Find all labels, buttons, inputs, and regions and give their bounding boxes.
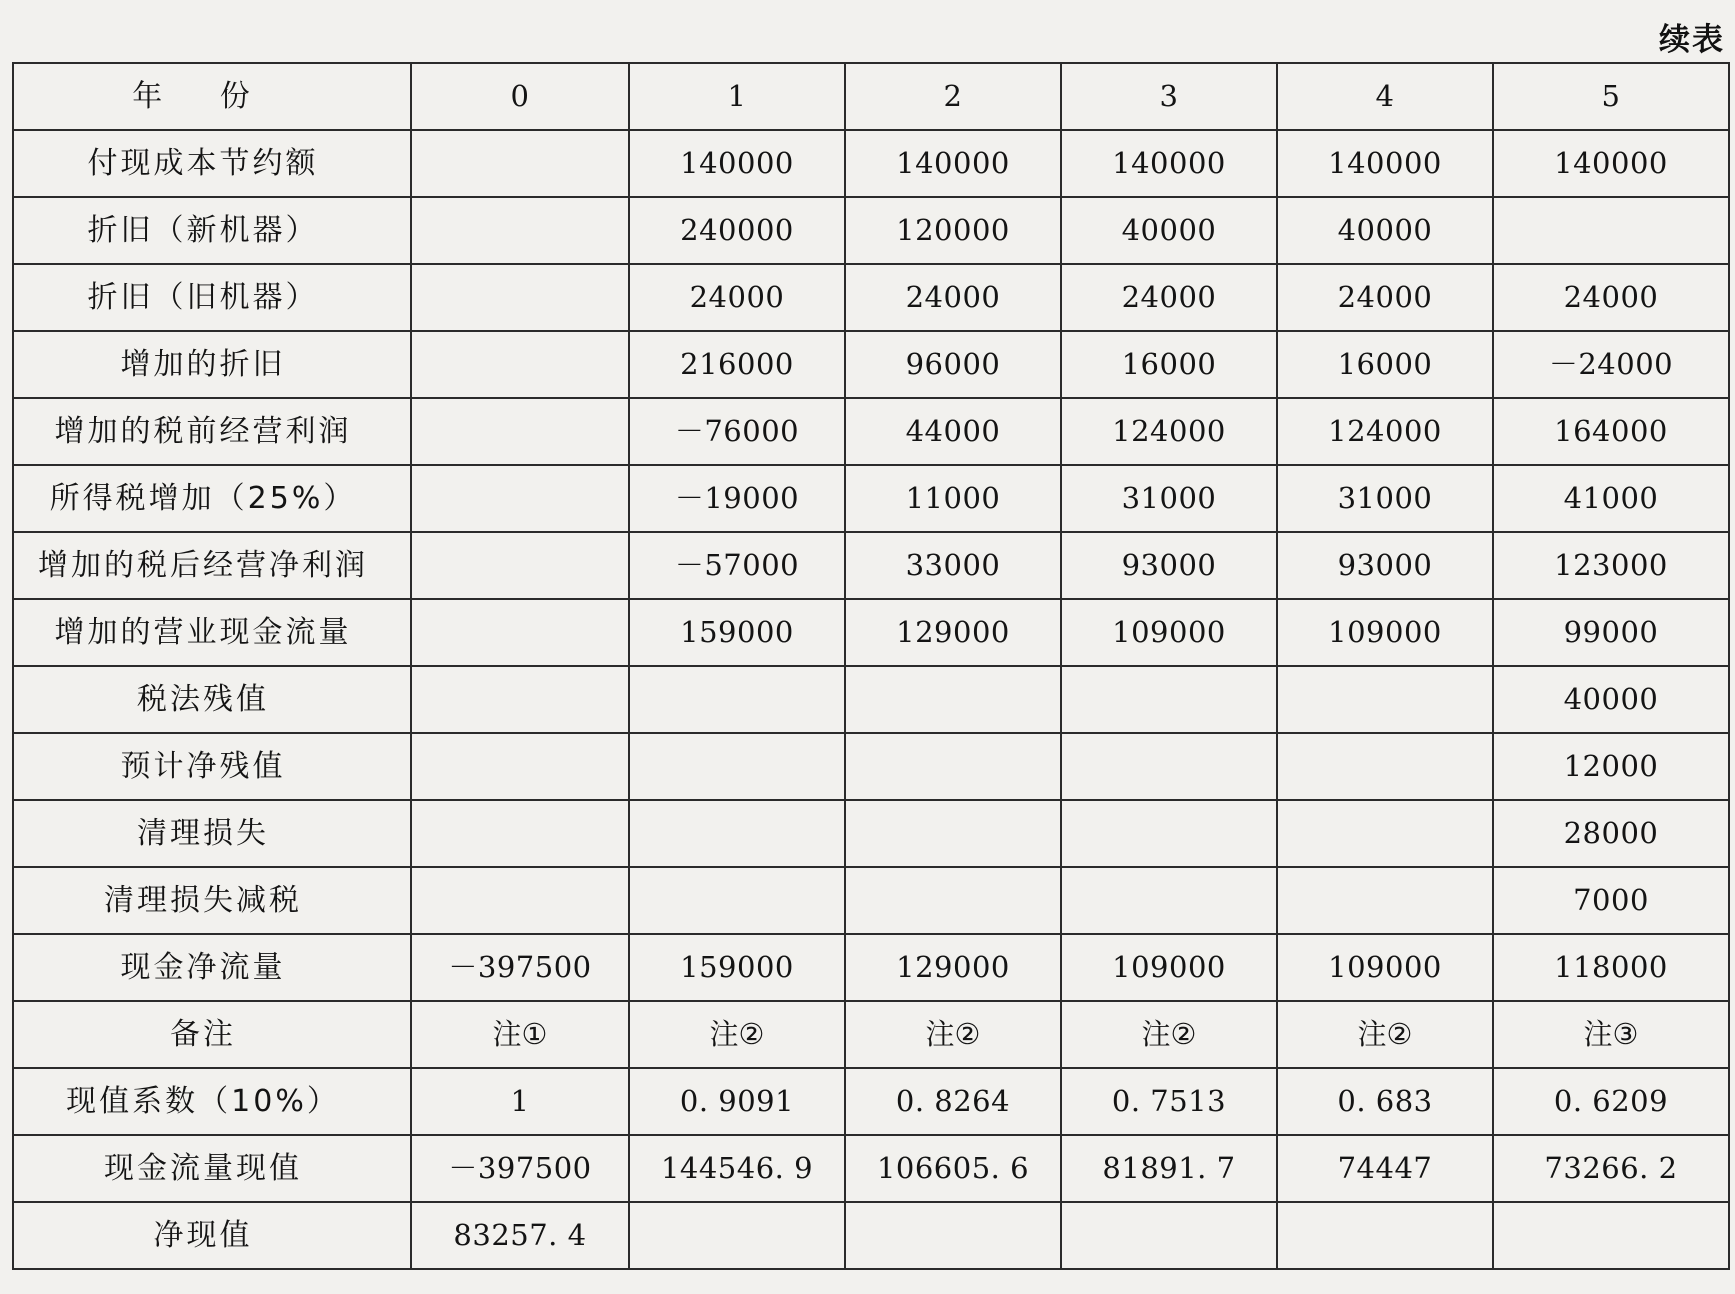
row-label: 增加的营业现金流量	[13, 599, 411, 666]
table-cell: 124000	[1277, 398, 1493, 465]
table-row	[13, 867, 1729, 934]
table-cell: 0. 8264	[845, 1068, 1061, 1135]
table-cell: －57000	[629, 532, 845, 599]
table-cell: 24000	[1493, 264, 1729, 331]
table-cell: －19000	[629, 465, 845, 532]
header-year: 2	[845, 63, 1061, 130]
table-cell: 24000	[1061, 264, 1277, 331]
row-label: 增加的税前经营利润	[13, 398, 411, 465]
table-cell: 0. 9091	[629, 1068, 845, 1135]
table-cell	[845, 733, 1061, 800]
table-row	[13, 331, 1729, 398]
table-cell: 140000	[845, 130, 1061, 197]
table-cell	[411, 130, 629, 197]
table-cell: 129000	[845, 934, 1061, 1001]
table-cell: 159000	[629, 934, 845, 1001]
table-caption: 续表	[1659, 22, 1725, 58]
table-cell	[1061, 666, 1277, 733]
table-cell: 118000	[1493, 934, 1729, 1001]
row-label: 现金净流量	[13, 934, 411, 1001]
table-cell: 74447	[1277, 1135, 1493, 1202]
table-row	[13, 666, 1729, 733]
table-row	[13, 800, 1729, 867]
header-year: 1	[629, 63, 845, 130]
table-cell: 109000	[1277, 599, 1493, 666]
table-cell	[629, 666, 845, 733]
table-cell	[845, 666, 1061, 733]
row-label: 增加的折旧	[13, 331, 411, 398]
table-cell: 16000	[1277, 331, 1493, 398]
table-cell: 106605. 6	[845, 1135, 1061, 1202]
row-label: 折旧（旧机器）	[13, 264, 411, 331]
row-label: 税法残值	[13, 666, 411, 733]
table-cell: －24000	[1493, 331, 1729, 398]
table-cell: 33000	[845, 532, 1061, 599]
table-cell	[411, 532, 629, 599]
table-cell	[845, 800, 1061, 867]
table-cell	[1493, 1202, 1729, 1269]
table-row	[13, 398, 1729, 465]
table-cell: 31000	[1277, 465, 1493, 532]
table-cell	[1061, 733, 1277, 800]
table-cell: 140000	[1277, 130, 1493, 197]
table-cell: 96000	[845, 331, 1061, 398]
table-cell	[411, 867, 629, 934]
table-cell: 140000	[1061, 130, 1277, 197]
row-label: 清理损失减税	[13, 867, 411, 934]
table-cell	[411, 331, 629, 398]
table-cell: 93000	[1277, 532, 1493, 599]
table-cell: 31000	[1061, 465, 1277, 532]
table-cell: －397500	[411, 934, 629, 1001]
table-cell: 99000	[1493, 599, 1729, 666]
header-row	[13, 63, 1729, 130]
table-cell	[629, 1202, 845, 1269]
table-cell: 40000	[1277, 197, 1493, 264]
row-label: 增加的税后经营净利润	[13, 532, 411, 599]
table-cell	[411, 465, 629, 532]
table-cell	[411, 800, 629, 867]
table-cell	[411, 733, 629, 800]
table-cell	[1061, 1202, 1277, 1269]
table-cell: 0. 7513	[1061, 1068, 1277, 1135]
table-cell: 120000	[845, 197, 1061, 264]
header-year: 3	[1061, 63, 1277, 130]
table-cell	[629, 800, 845, 867]
row-label: 现值系数（10%）	[13, 1068, 411, 1135]
table-cell: 129000	[845, 599, 1061, 666]
table-cell: 7000	[1493, 867, 1729, 934]
table-cell: 11000	[845, 465, 1061, 532]
table-cell: 240000	[629, 197, 845, 264]
table-cell: 216000	[629, 331, 845, 398]
table-cell: 40000	[1493, 666, 1729, 733]
table-cell: 1	[411, 1068, 629, 1135]
table-row	[13, 532, 1729, 599]
table-cell: 109000	[1277, 934, 1493, 1001]
table-row	[13, 1068, 1729, 1135]
table-cell: 140000	[629, 130, 845, 197]
table-cell: 144546. 9	[629, 1135, 845, 1202]
table-row	[13, 934, 1729, 1001]
table-cell: 81891. 7	[1061, 1135, 1277, 1202]
table-cell: －397500	[411, 1135, 629, 1202]
cash-flow-table	[12, 62, 1730, 1270]
table-cell	[1277, 1202, 1493, 1269]
row-label: 折旧（新机器）	[13, 197, 411, 264]
table-cell: 44000	[845, 398, 1061, 465]
table-row	[13, 197, 1729, 264]
table-cell: 注②	[845, 1001, 1061, 1068]
table-cell: 93000	[1061, 532, 1277, 599]
table-cell	[1061, 867, 1277, 934]
table-cell: 73266. 2	[1493, 1135, 1729, 1202]
row-label: 付现成本节约额	[13, 130, 411, 197]
table-row	[13, 733, 1729, 800]
table-cell	[629, 733, 845, 800]
table-cell	[411, 666, 629, 733]
table-cell: 注②	[1061, 1001, 1277, 1068]
table-cell: 109000	[1061, 934, 1277, 1001]
table-cell	[411, 398, 629, 465]
table-cell	[1277, 867, 1493, 934]
table-cell	[1277, 666, 1493, 733]
table-cell: 注③	[1493, 1001, 1729, 1068]
table-row	[13, 264, 1729, 331]
table-cell: 注②	[1277, 1001, 1493, 1068]
table-cell: 24000	[1277, 264, 1493, 331]
table-cell	[411, 197, 629, 264]
table-row	[13, 1001, 1729, 1068]
table-cell: 注②	[629, 1001, 845, 1068]
table-cell	[411, 599, 629, 666]
table-cell: 24000	[629, 264, 845, 331]
table-cell: 0. 683	[1277, 1068, 1493, 1135]
table-cell: 164000	[1493, 398, 1729, 465]
table-row	[13, 1202, 1729, 1269]
table-cell	[845, 867, 1061, 934]
row-label: 清理损失	[13, 800, 411, 867]
table-cell	[845, 1202, 1061, 1269]
table-cell: 159000	[629, 599, 845, 666]
table-cell: 140000	[1493, 130, 1729, 197]
table-row	[13, 599, 1729, 666]
table-cell: 123000	[1493, 532, 1729, 599]
table-cell: 83257. 4	[411, 1202, 629, 1269]
row-label: 现金流量现值	[13, 1135, 411, 1202]
table-cell	[1493, 197, 1729, 264]
table-cell: 109000	[1061, 599, 1277, 666]
table-row	[13, 130, 1729, 197]
table-cell: 16000	[1061, 331, 1277, 398]
table-cell: 28000	[1493, 800, 1729, 867]
table-cell: －76000	[629, 398, 845, 465]
row-label: 净现值	[13, 1202, 411, 1269]
table-row	[13, 465, 1729, 532]
table-cell	[1061, 800, 1277, 867]
table-cell: 注①	[411, 1001, 629, 1068]
header-label: 年 份	[13, 63, 411, 130]
header-year: 4	[1277, 63, 1493, 130]
table-cell	[629, 867, 845, 934]
table-cell	[411, 264, 629, 331]
table-cell: 124000	[1061, 398, 1277, 465]
table-cell: 12000	[1493, 733, 1729, 800]
row-label: 所得税增加（25%）	[13, 465, 411, 532]
header-year: 5	[1493, 63, 1729, 130]
row-label: 预计净残值	[13, 733, 411, 800]
table-cell: 40000	[1061, 197, 1277, 264]
table-cell	[1277, 733, 1493, 800]
table-cell: 41000	[1493, 465, 1729, 532]
header-year: 0	[411, 63, 629, 130]
table-cell: 24000	[845, 264, 1061, 331]
table-row	[13, 1135, 1729, 1202]
table-cell: 0. 6209	[1493, 1068, 1729, 1135]
table-cell	[1277, 800, 1493, 867]
row-label: 备注	[13, 1001, 411, 1068]
